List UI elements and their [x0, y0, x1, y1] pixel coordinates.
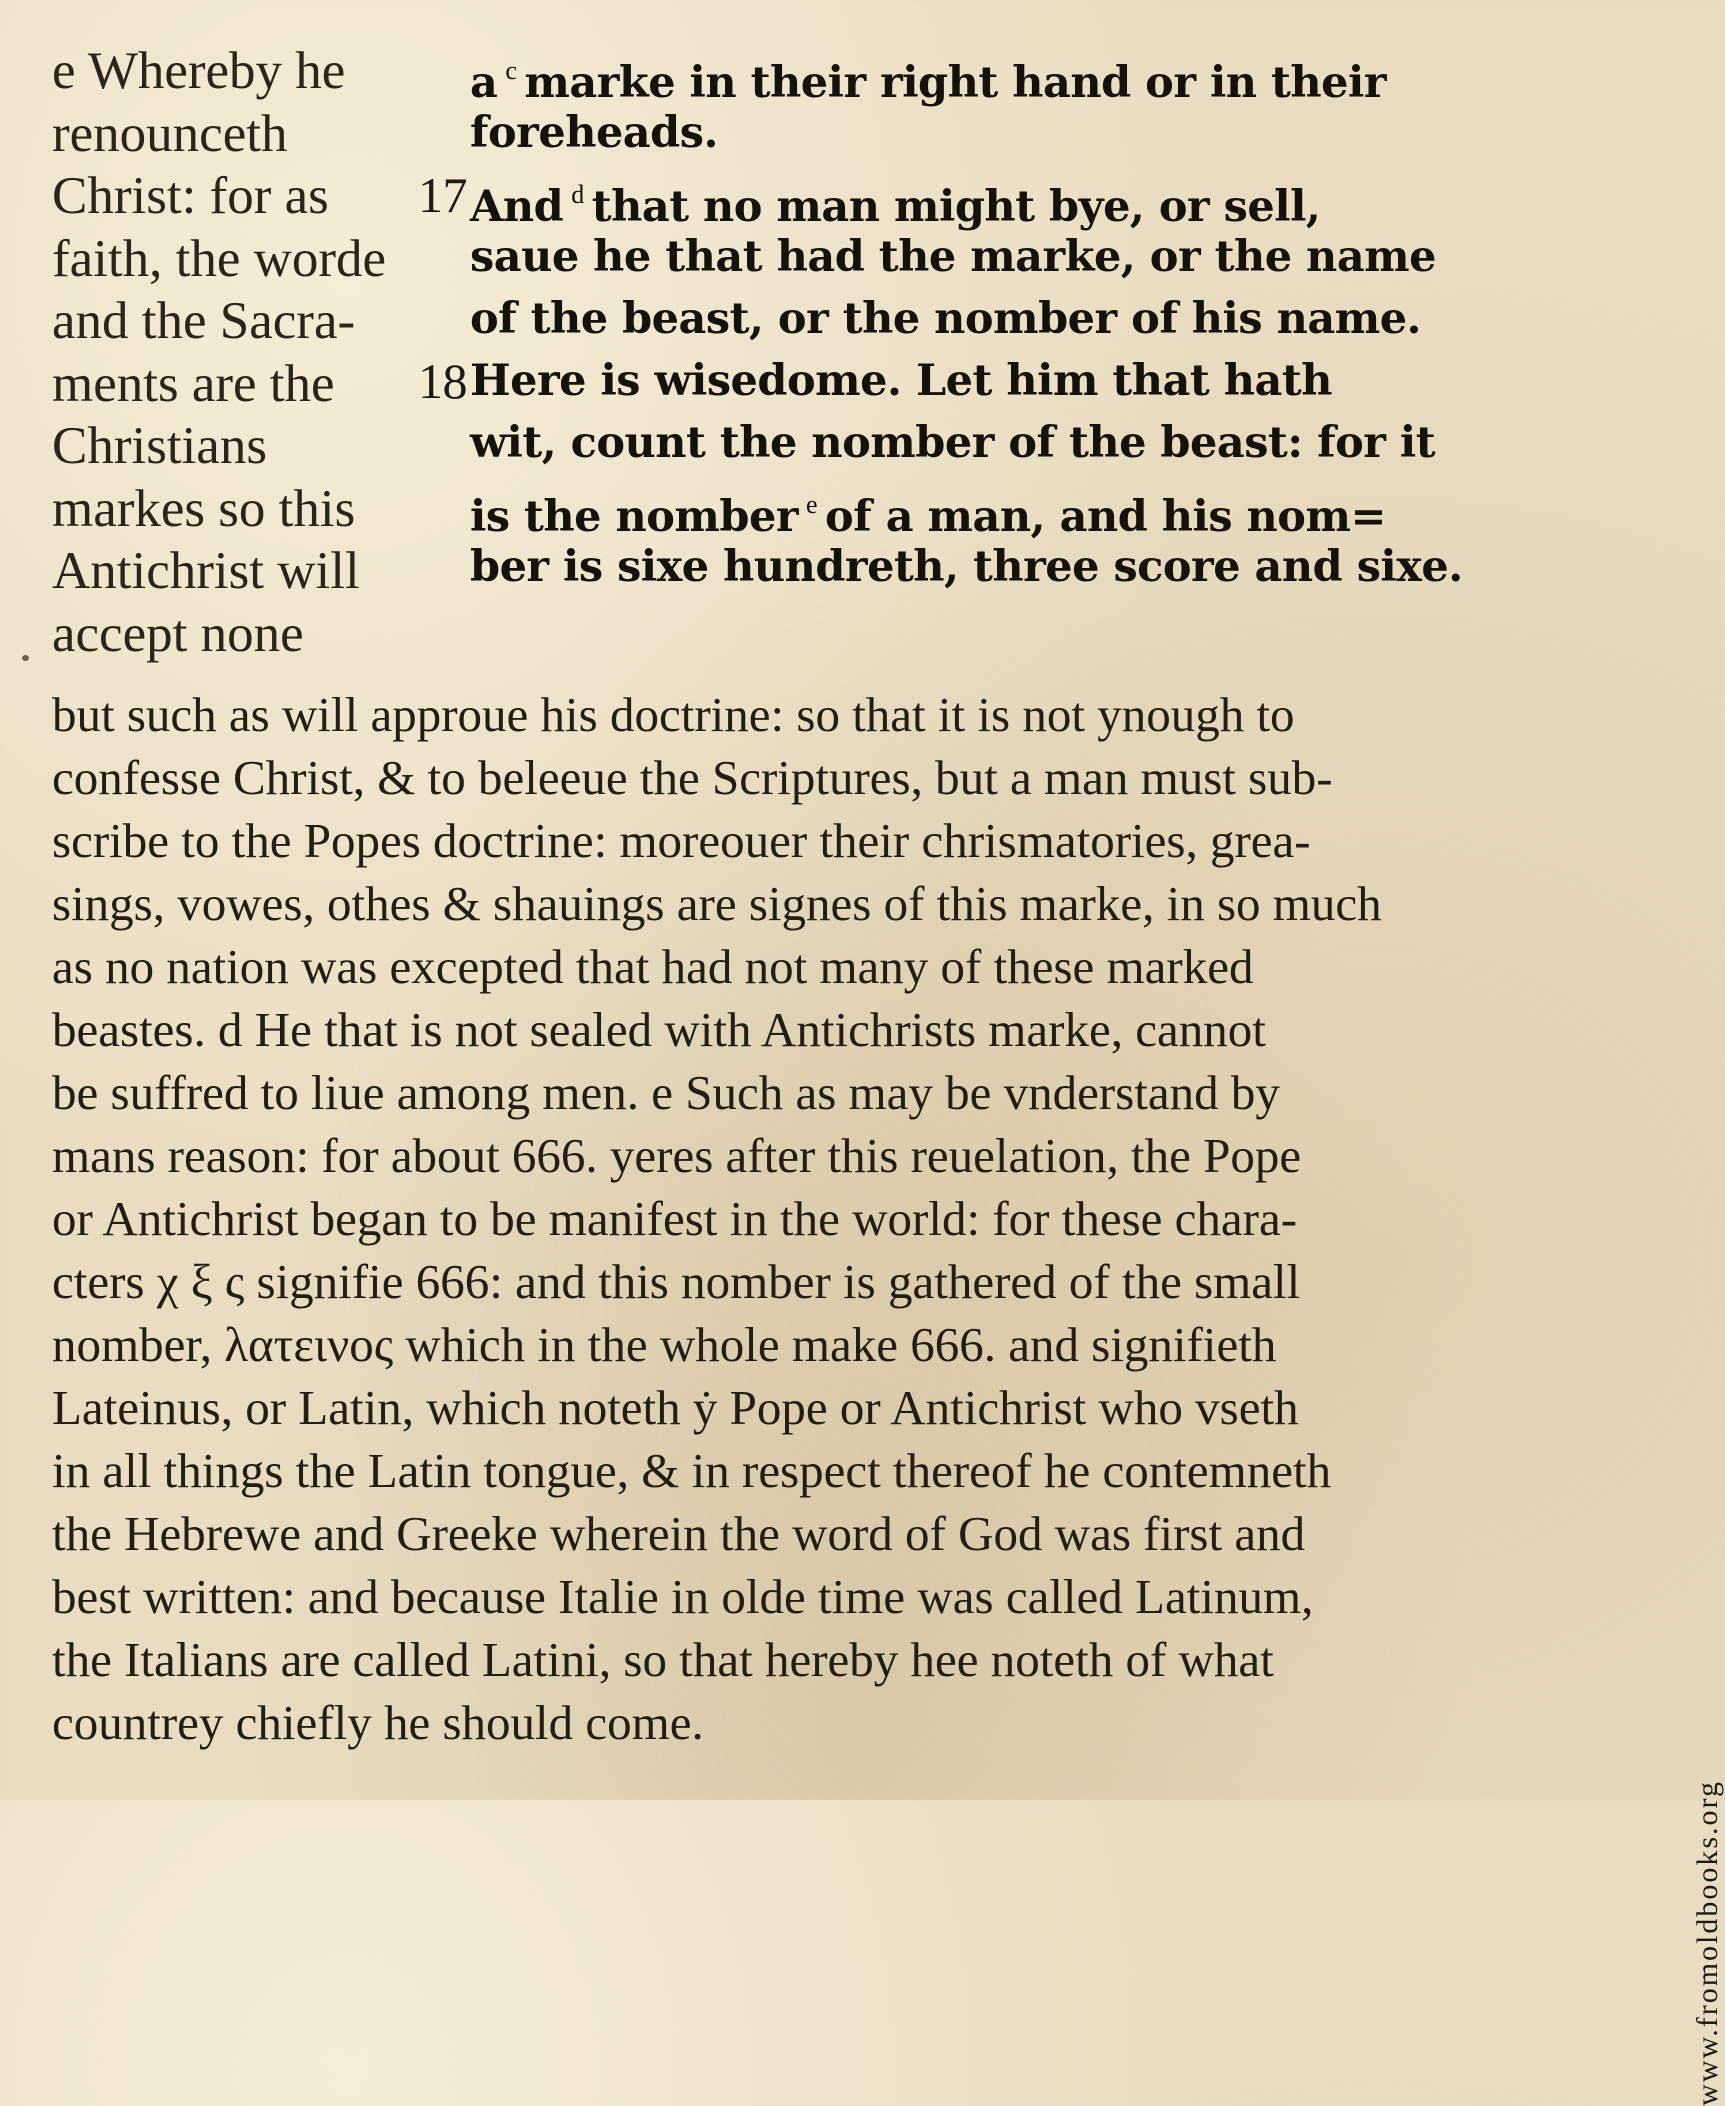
annotation-line: sings, vowes, othes & shauings are signes of this marke, in so much: [52, 876, 1382, 931]
watermark-text: www.fromoldbooks.org: [1691, 1780, 1724, 2106]
verse-line: [470, 536, 1670, 598]
scripture-verses: [418, 40, 1670, 598]
annotation-line: nomber, λατεινος which in the whole make 666. and signifieth: [52, 1317, 1277, 1372]
annotation-line: Lateinus, or Latin, which noteth ẏ Pope or Antichrist who vseth: [52, 1380, 1299, 1435]
verse-number: 18: [418, 353, 467, 409]
annotation-line: mans reason: for about 666. yeres after this reuelation, the Pope: [52, 1128, 1302, 1183]
verse-number: 17: [418, 167, 467, 223]
ink-speck: [22, 655, 29, 661]
annotation-line: but such as will approue his doctrine: so that it is not ynough to: [52, 687, 1295, 742]
verse-text: ber is sixe hundreth, three score and sixe.: [470, 542, 1463, 592]
annotation-line: or Antichrist began to be manifest in the world: for these chara-: [52, 1191, 1298, 1246]
verse-line: [418, 164, 1670, 232]
verse-text: marke in their right hand or in their: [524, 58, 1386, 108]
annotation-line: the Hebrewe and Greeke wherein the word of God was first and: [52, 1506, 1306, 1561]
annotation-line: be suffred to liue among men. e Such as may be vnderstand by: [52, 1065, 1280, 1120]
verse-text: that no man might bye, or sell,: [591, 182, 1321, 232]
side-note-line: Antichrist will: [52, 542, 360, 600]
annotation-line: as no nation was excepted that had not many of these marked: [52, 939, 1254, 994]
verse-line: [470, 288, 1670, 350]
marginal-annotation: [52, 683, 1662, 1754]
note-reference: c: [505, 56, 517, 85]
side-note-line: faith, the worde: [52, 229, 387, 288]
verse-prefix: a: [470, 58, 498, 108]
verse-text: saue he that had the marke, or the name: [470, 232, 1437, 282]
verse-text: Here is wisedome. Let him that hath: [470, 356, 1333, 406]
verse-line: [470, 40, 1670, 108]
verse-line: [418, 350, 1670, 412]
side-note-line: e Whereby he: [52, 42, 346, 100]
annotation-line: in all things the Latin tongue, & in respect thereof he contemneth: [52, 1443, 1332, 1498]
verse-line: [470, 226, 1670, 288]
note-reference: e: [806, 490, 818, 519]
side-note-line: accept none: [52, 604, 304, 663]
annotation-line: confesse Christ, & to beleeue the Scriptures, but a man must sub-: [52, 750, 1333, 805]
side-note-line: and the Sacra-: [52, 292, 356, 350]
side-note-line: ments are the: [52, 354, 335, 413]
side-note-line: markes so this: [52, 479, 356, 538]
side-note-line: Christ: for as: [52, 167, 329, 225]
verse-text: of the beast, or the nomber of his name.: [470, 294, 1422, 344]
side-note-line: Christians: [52, 417, 267, 475]
verse-text: of a man, and his nom=: [825, 492, 1387, 542]
annotation-line: best written: and because Italie in olde time was called Latinum,: [52, 1569, 1314, 1624]
verse-line: [470, 474, 1670, 542]
annotation-line: countrey chiefly he should come.: [52, 1695, 704, 1750]
side-note-line: renounceth: [52, 104, 288, 163]
verse-text: wit, count the nomber of the beast: for it: [470, 418, 1436, 468]
verse-lead-word: And: [470, 182, 564, 232]
verse-line: [470, 412, 1670, 474]
note-reference: d: [571, 180, 584, 209]
annotation-line: the Italians are called Latini, so that hereby hee noteth of what: [52, 1632, 1274, 1687]
annotation-line: cters χ ξ ς signifie 666: and this nomber is gathered of the small: [52, 1254, 1301, 1309]
annotation-line: scribe to the Popes doctrine: moreouer their chrismatories, grea-: [52, 813, 1311, 868]
verse-text: foreheads.: [470, 108, 718, 158]
verse-line: [470, 102, 1670, 164]
verse-text: is the nomber: [470, 492, 798, 542]
annotation-line: beastes. d He that is not sealed with Antichrists marke, cannot: [52, 1002, 1266, 1057]
